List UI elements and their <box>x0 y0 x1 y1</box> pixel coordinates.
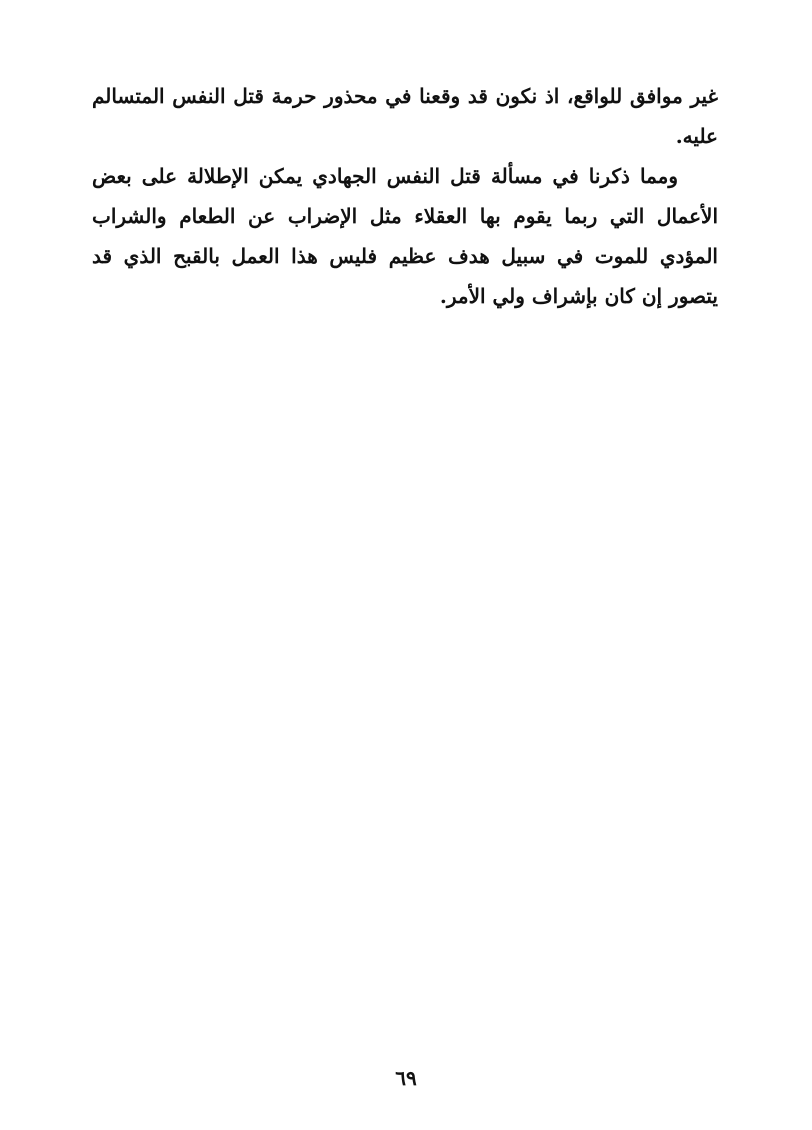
body-text <box>92 76 718 316</box>
paragraph-1: غير موافق للواقع، اذ نكون قد وقعنا في محذور حرمة قتل النفس المتسالم عليه. <box>92 84 718 148</box>
page-number: ٦٩ <box>395 1066 417 1090</box>
paragraph-2: ومما ذكرنا في مسألة قتل النفس الجهادي يمكن الإطلالة على بعض الأعمال التي ربما يقوم بها العقلاء مثل الإضراب عن الطعام والشراب المؤدي للموت في سبيل هدف عظيم فليس هذا العمل بالقبح الذي قد يتصور إن كان بإشراف ولي الأمر. <box>92 164 718 308</box>
